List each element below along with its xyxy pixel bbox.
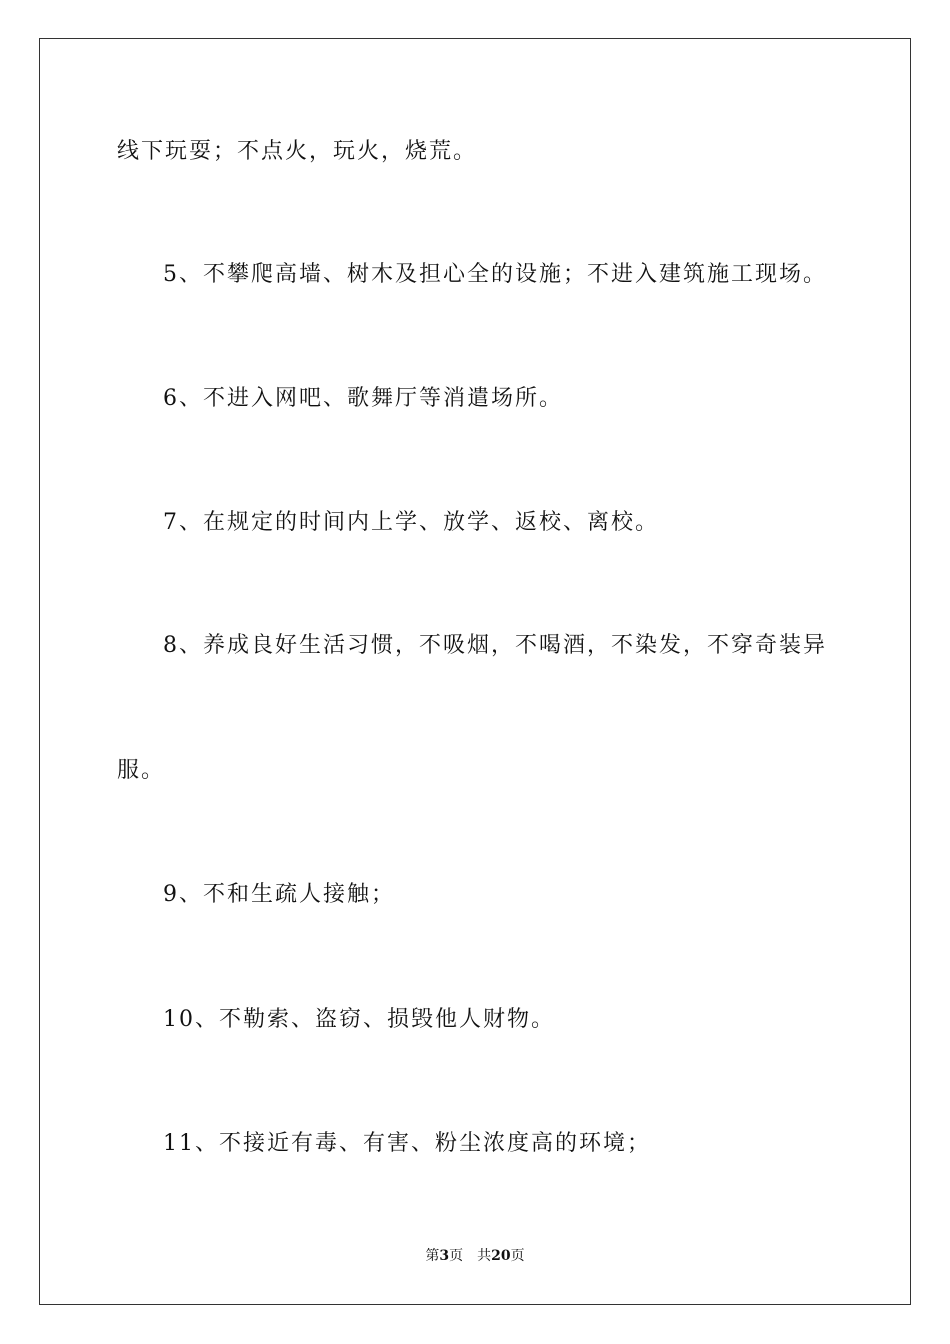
footer-page-mid: 页 共 xyxy=(449,1248,492,1264)
page-footer xyxy=(0,1246,950,1266)
paragraph-item-10: 10、不勒索、盗窃、损毁他人财物。 xyxy=(163,1007,555,1032)
paragraph-item-11: 11、不接近有毒、有害、粉尘浓度高的环境； xyxy=(163,1131,651,1156)
paragraph-item-8-continuation: 服。 xyxy=(117,758,166,783)
footer-page-suffix: 页 xyxy=(510,1248,525,1264)
paragraph-item-9: 9、不和生疏人接触； xyxy=(163,882,395,907)
paragraph-continuation: 线下玩耍；不点火，玩火，烧荒。 xyxy=(117,139,478,164)
footer-page-total: 20 xyxy=(491,1248,511,1264)
paragraph-item-8: 8、养成良好生活习惯，不吸烟，不喝酒，不染发，不穿奇装异 xyxy=(163,633,827,658)
footer-page-current: 3 xyxy=(439,1248,450,1264)
page-frame xyxy=(39,38,911,1305)
paragraph-item-5: 5、不攀爬高墙、树木及担心全的设施；不进入建筑施工现场。 xyxy=(163,262,827,287)
paragraph-item-6: 6、不进入网吧、歌舞厅等消遣场所。 xyxy=(163,386,563,411)
paragraph-item-7: 7、在规定的时间内上学、放学、返校、离校。 xyxy=(163,510,659,535)
footer-page-prefix: 第 xyxy=(425,1248,440,1264)
